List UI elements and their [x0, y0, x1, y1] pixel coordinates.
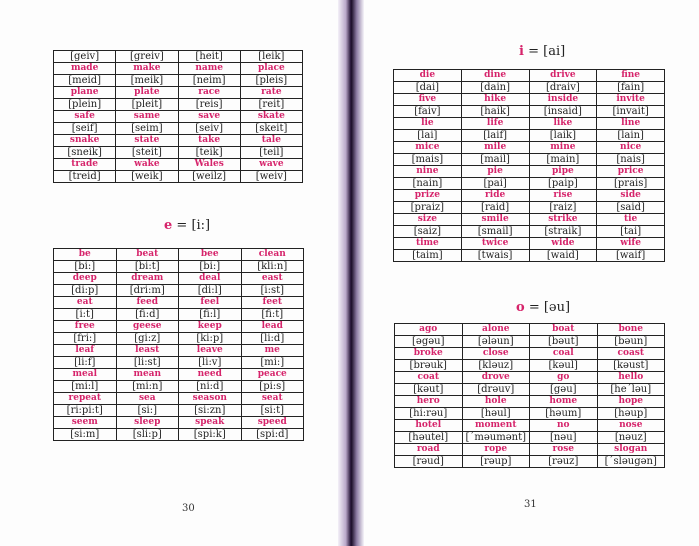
- transcription-cell: [main]: [529, 154, 597, 166]
- transcription-row: [54, 309, 304, 321]
- word-cell: broke: [395, 348, 463, 360]
- word-row: [395, 420, 665, 432]
- transcription-cell: [drəuv]: [462, 384, 530, 396]
- transcription-cell: [li:v]: [179, 357, 242, 369]
- word-cell: rate: [240, 87, 302, 99]
- word-cell: drive: [529, 70, 597, 82]
- transcription-cell: [spi:k]: [179, 429, 242, 441]
- transcription-row: [54, 99, 303, 111]
- transcription-cell: [insaid]: [529, 106, 597, 118]
- page-number-right: 31: [524, 499, 537, 510]
- word-cell: sleep: [116, 417, 179, 429]
- transcription-cell: [bi:]: [54, 261, 117, 273]
- word-cell: lead: [241, 321, 304, 333]
- word-row: [54, 393, 304, 405]
- word-row: [54, 321, 304, 333]
- word-cell: boat: [530, 324, 598, 336]
- word-cell: side: [597, 190, 665, 202]
- transcription-cell: [fi:t]: [241, 309, 304, 321]
- transcription-cell: [teil]: [240, 147, 302, 159]
- word-cell: dream: [116, 273, 179, 285]
- transcription-row: [395, 384, 665, 396]
- word-cell: repeat: [54, 393, 117, 405]
- transcription-cell: [dain]: [461, 82, 529, 94]
- word-cell: need: [179, 369, 242, 381]
- transcription-cell: [ni:d]: [179, 381, 242, 393]
- word-cell: tale: [240, 135, 302, 147]
- word-cell: name: [178, 63, 240, 75]
- word-cell: feed: [116, 297, 179, 309]
- word-cell: lie: [394, 118, 462, 130]
- transcription-cell: [lai]: [394, 130, 462, 142]
- word-cell: nine: [394, 166, 462, 178]
- transcription-cell: [raiz]: [529, 202, 597, 214]
- word-cell: same: [116, 111, 178, 123]
- transcription-cell: [mail]: [461, 154, 529, 166]
- word-row: [54, 297, 304, 309]
- transcription-cell: [waid]: [529, 250, 597, 262]
- word-cell: snake: [54, 135, 116, 147]
- transcription-cell: [twais]: [461, 250, 529, 262]
- table-o-words: [394, 323, 665, 468]
- word-cell: coal: [530, 348, 598, 360]
- word-cell: mean: [116, 369, 179, 381]
- transcription-cell: [pi:s]: [241, 381, 304, 393]
- word-cell: race: [178, 87, 240, 99]
- transcription-cell: [reit]: [240, 99, 302, 111]
- transcription-cell: [waif]: [597, 250, 665, 262]
- transcription-cell: [ələun]: [462, 336, 530, 348]
- transcription-cell: [meik]: [116, 75, 178, 87]
- transcription-cell: [smail]: [461, 226, 529, 238]
- word-cell: deep: [54, 273, 117, 285]
- transcription-cell: [said]: [597, 202, 665, 214]
- transcription-cell: [mi:]: [241, 357, 304, 369]
- transcription-cell: [dai]: [394, 82, 462, 94]
- transcription-cell: [həum]: [530, 408, 598, 420]
- word-cell: leaf: [54, 345, 117, 357]
- word-cell: rope: [462, 444, 530, 456]
- transcription-cell: [i:t]: [54, 309, 117, 321]
- word-cell: plate: [116, 87, 178, 99]
- word-cell: inside: [529, 94, 597, 106]
- transcription-cell: [li:f]: [54, 357, 117, 369]
- transcription-cell: [teik]: [178, 147, 240, 159]
- word-cell: feel: [179, 297, 242, 309]
- word-cell: wife: [597, 238, 665, 250]
- transcription-cell: [mais]: [394, 154, 462, 166]
- left-page: [0, 0, 344, 546]
- transcription-cell: [faiv]: [394, 106, 462, 118]
- transcription-row: [54, 333, 304, 345]
- transcription-cell: [fi:l]: [179, 309, 242, 321]
- word-row: [54, 159, 303, 171]
- transcription-cell: [raid]: [461, 202, 529, 214]
- transcription-row: [395, 360, 665, 372]
- transcription-cell: [bəut]: [530, 336, 598, 348]
- transcription-cell: [rəud]: [395, 456, 463, 468]
- word-cell: seem: [54, 417, 117, 429]
- word-cell: close: [462, 348, 530, 360]
- transcription-cell: [´sləugən]: [597, 456, 665, 468]
- transcription-cell: [mi:l]: [54, 381, 117, 393]
- transcription-cell: [si:]: [116, 405, 179, 417]
- transcription-cell: [taim]: [394, 250, 462, 262]
- transcription-row: [54, 381, 304, 393]
- word-cell: hero: [395, 396, 463, 408]
- transcription-cell: [di:p]: [54, 285, 117, 297]
- transcription-cell: [dri:m]: [116, 285, 179, 297]
- transcription-cell: [neim]: [178, 75, 240, 87]
- transcription-cell: [nais]: [597, 154, 665, 166]
- transcription-cell: [treid]: [54, 171, 116, 183]
- word-cell: invite: [597, 94, 665, 106]
- word-cell: ago: [395, 324, 463, 336]
- word-cell: feet: [241, 297, 304, 309]
- word-cell: no: [530, 420, 598, 432]
- transcription-cell: [geiv]: [54, 51, 116, 63]
- transcription-cell: [əgəu]: [395, 336, 463, 348]
- transcription-cell: [paip]: [529, 178, 597, 190]
- transcription-row: [394, 154, 665, 166]
- transcription-cell: [kəut]: [395, 384, 463, 396]
- heading-e-transcription: = [i:]: [176, 218, 211, 233]
- word-cell: pie: [461, 166, 529, 178]
- word-row: [395, 372, 665, 384]
- transcription-cell: [i:st]: [241, 285, 304, 297]
- word-cell: time: [394, 238, 462, 250]
- word-cell: deal: [179, 273, 242, 285]
- word-row: [394, 166, 665, 178]
- word-cell: mine: [529, 142, 597, 154]
- word-cell: peace: [241, 369, 304, 381]
- word-cell: bee: [179, 249, 242, 261]
- transcription-cell: [rəup]: [462, 456, 530, 468]
- transcription-row: [394, 226, 665, 238]
- transcription-row: [394, 250, 665, 262]
- transcription-row: [54, 51, 303, 63]
- word-row: [54, 249, 304, 261]
- word-row: [54, 345, 304, 357]
- word-cell: speak: [179, 417, 242, 429]
- word-cell: keep: [179, 321, 242, 333]
- word-cell: smile: [461, 214, 529, 226]
- word-cell: hello: [597, 372, 665, 384]
- word-cell: coat: [395, 372, 463, 384]
- transcription-cell: [weilz]: [178, 171, 240, 183]
- book-spine: [338, 0, 364, 546]
- transcription-cell: [pai]: [461, 178, 529, 190]
- word-row: [395, 396, 665, 408]
- transcription-cell: [həup]: [597, 408, 665, 420]
- transcription-row: [395, 456, 665, 468]
- word-cell: price: [597, 166, 665, 178]
- word-cell: made: [54, 63, 116, 75]
- transcription-row: [394, 202, 665, 214]
- word-cell: clean: [241, 249, 304, 261]
- word-row: [395, 348, 665, 360]
- word-row: [54, 135, 303, 147]
- transcription-cell: [fain]: [597, 82, 665, 94]
- transcription-cell: [skeit]: [240, 123, 302, 135]
- transcription-row: [54, 405, 304, 417]
- word-cell: Wales: [178, 159, 240, 171]
- transcription-cell: [laif]: [461, 130, 529, 142]
- transcription-cell: [kəust]: [597, 360, 665, 372]
- transcription-cell: [bəun]: [597, 336, 665, 348]
- transcription-cell: [laik]: [529, 130, 597, 142]
- transcription-cell: [seiv]: [178, 123, 240, 135]
- transcription-cell: [kləuz]: [462, 360, 530, 372]
- transcription-cell: [´məumənt]: [462, 432, 530, 444]
- transcription-cell: [li:st]: [116, 357, 179, 369]
- word-cell: road: [395, 444, 463, 456]
- word-cell: make: [116, 63, 178, 75]
- transcription-cell: [saiz]: [394, 226, 462, 238]
- transcription-cell: [tai]: [597, 226, 665, 238]
- transcription-cell: [həutel]: [395, 432, 463, 444]
- transcription-row: [395, 408, 665, 420]
- transcription-cell: [plein]: [54, 99, 116, 111]
- word-cell: mice: [394, 142, 462, 154]
- heading-i: [519, 44, 565, 59]
- transcription-cell: [li:d]: [241, 333, 304, 345]
- transcription-cell: [lain]: [597, 130, 665, 142]
- word-row: [395, 324, 665, 336]
- transcription-cell: [invait]: [597, 106, 665, 118]
- word-cell: safe: [54, 111, 116, 123]
- word-cell: life: [461, 118, 529, 130]
- transcription-cell: [greiv]: [116, 51, 178, 63]
- word-cell: home: [530, 396, 598, 408]
- word-cell: wide: [529, 238, 597, 250]
- word-row: [394, 70, 665, 82]
- word-cell: skate: [240, 111, 302, 123]
- transcription-row: [54, 171, 303, 183]
- table-i-words: [393, 69, 665, 262]
- word-cell: sea: [116, 393, 179, 405]
- transcription-row: [395, 432, 665, 444]
- transcription-row: [54, 285, 304, 297]
- word-cell: fine: [597, 70, 665, 82]
- transcription-row: [54, 75, 303, 87]
- transcription-row: [394, 178, 665, 190]
- word-row: [395, 444, 665, 456]
- transcription-row: [54, 261, 304, 273]
- transcription-cell: [si:zn]: [179, 405, 242, 417]
- transcription-cell: [hi:rəu]: [395, 408, 463, 420]
- transcription-cell: [weik]: [116, 171, 178, 183]
- word-cell: size: [394, 214, 462, 226]
- transcription-cell: [haik]: [461, 106, 529, 118]
- word-cell: wave: [240, 159, 302, 171]
- word-cell: season: [179, 393, 242, 405]
- word-cell: dine: [461, 70, 529, 82]
- transcription-cell: [seim]: [116, 123, 178, 135]
- transcription-cell: [kəul]: [530, 360, 598, 372]
- transcription-cell: [di:l]: [179, 285, 242, 297]
- word-cell: beat: [116, 249, 179, 261]
- transcription-cell: [brəuk]: [395, 360, 463, 372]
- word-row: [54, 369, 304, 381]
- word-cell: plane: [54, 87, 116, 99]
- transcription-cell: [prais]: [597, 178, 665, 190]
- transcription-cell: [sli:p]: [116, 429, 179, 441]
- word-cell: eat: [54, 297, 117, 309]
- word-cell: moment: [462, 420, 530, 432]
- transcription-cell: [seif]: [54, 123, 116, 135]
- word-cell: bone: [597, 324, 665, 336]
- transcription-cell: [straik]: [529, 226, 597, 238]
- transcription-cell: [mi:n]: [116, 381, 179, 393]
- transcription-cell: [draiv]: [529, 82, 597, 94]
- word-cell: nose: [597, 420, 665, 432]
- transcription-cell: [fri:]: [54, 333, 117, 345]
- word-row: [394, 118, 665, 130]
- heading-i-transcription: = [ai]: [528, 44, 566, 59]
- transcription-cell: [pleis]: [240, 75, 302, 87]
- transcription-row: [395, 336, 665, 348]
- word-cell: hike: [461, 94, 529, 106]
- word-cell: rise: [529, 190, 597, 202]
- word-cell: coast: [597, 348, 665, 360]
- word-cell: line: [597, 118, 665, 130]
- word-row: [394, 190, 665, 202]
- word-cell: save: [178, 111, 240, 123]
- transcription-cell: [gəu]: [530, 384, 598, 396]
- word-cell: twice: [461, 238, 529, 250]
- transcription-cell: [reis]: [178, 99, 240, 111]
- transcription-cell: [həul]: [462, 408, 530, 420]
- word-cell: place: [240, 63, 302, 75]
- word-cell: tie: [597, 214, 665, 226]
- transcription-cell: [ki:p]: [179, 333, 242, 345]
- transcription-row: [394, 130, 665, 142]
- word-cell: like: [529, 118, 597, 130]
- word-cell: nice: [597, 142, 665, 154]
- transcription-cell: [kli:n]: [241, 261, 304, 273]
- transcription-row: [54, 123, 303, 135]
- word-cell: take: [178, 135, 240, 147]
- transcription-row: [54, 147, 303, 159]
- transcription-cell: [praiz]: [394, 202, 462, 214]
- transcription-cell: [fi:d]: [116, 309, 179, 321]
- transcription-cell: [gi:z]: [116, 333, 179, 345]
- transcription-row: [394, 82, 665, 94]
- word-row: [394, 94, 665, 106]
- word-cell: prize: [394, 190, 462, 202]
- table-a-words: [53, 50, 303, 183]
- word-row: [394, 142, 665, 154]
- transcription-cell: [si:t]: [241, 405, 304, 417]
- heading-e-letter: e: [164, 218, 173, 233]
- transcription-row: [394, 106, 665, 118]
- transcription-cell: [nəuz]: [597, 432, 665, 444]
- word-cell: state: [116, 135, 178, 147]
- word-row: [54, 111, 303, 123]
- word-cell: trade: [54, 159, 116, 171]
- heading-i-letter: i: [519, 44, 524, 59]
- word-cell: drove: [462, 372, 530, 384]
- word-cell: hotel: [395, 420, 463, 432]
- word-cell: geese: [116, 321, 179, 333]
- word-cell: five: [394, 94, 462, 106]
- transcription-cell: [steit]: [116, 147, 178, 159]
- word-cell: seat: [241, 393, 304, 405]
- word-row: [54, 417, 304, 429]
- word-cell: free: [54, 321, 117, 333]
- transcription-cell: [rəuz]: [530, 456, 598, 468]
- word-cell: alone: [462, 324, 530, 336]
- word-cell: speed: [241, 417, 304, 429]
- heading-o-letter: o: [516, 300, 525, 315]
- transcription-cell: [ri:pi:t]: [54, 405, 117, 417]
- word-cell: strike: [529, 214, 597, 226]
- transcription-cell: [nəu]: [530, 432, 598, 444]
- transcription-cell: [bi:]: [179, 261, 242, 273]
- transcription-cell: [sneik]: [54, 147, 116, 159]
- word-row: [394, 238, 665, 250]
- heading-o-transcription: = [əu]: [528, 300, 571, 315]
- word-row: [394, 214, 665, 226]
- page-number-left: 30: [182, 503, 195, 514]
- word-cell: rose: [530, 444, 598, 456]
- transcription-cell: [weiv]: [240, 171, 302, 183]
- word-cell: hole: [462, 396, 530, 408]
- word-row: [54, 87, 303, 99]
- word-cell: mile: [461, 142, 529, 154]
- word-cell: wake: [116, 159, 178, 171]
- word-cell: be: [54, 249, 117, 261]
- heading-o: [516, 300, 570, 315]
- right-page: [356, 0, 699, 546]
- word-cell: hope: [597, 396, 665, 408]
- transcription-cell: [heit]: [178, 51, 240, 63]
- word-row: [54, 63, 303, 75]
- word-cell: ride: [461, 190, 529, 202]
- word-cell: die: [394, 70, 462, 82]
- word-row: [54, 273, 304, 285]
- word-cell: meal: [54, 369, 117, 381]
- word-cell: least: [116, 345, 179, 357]
- transcription-cell: [bi:t]: [116, 261, 179, 273]
- transcription-cell: [si:m]: [54, 429, 117, 441]
- word-cell: east: [241, 273, 304, 285]
- word-cell: go: [530, 372, 598, 384]
- heading-e: [164, 218, 210, 233]
- transcription-cell: [nain]: [394, 178, 462, 190]
- transcription-cell: [spi:d]: [241, 429, 304, 441]
- transcription-cell: [leik]: [240, 51, 302, 63]
- transcription-cell: [pleit]: [116, 99, 178, 111]
- word-cell: pipe: [529, 166, 597, 178]
- transcription-row: [54, 429, 304, 441]
- word-cell: me: [241, 345, 304, 357]
- transcription-row: [54, 357, 304, 369]
- transcription-cell: [he´ləu]: [597, 384, 665, 396]
- transcription-cell: [meid]: [54, 75, 116, 87]
- word-cell: slogan: [597, 444, 665, 456]
- word-cell: leave: [179, 345, 242, 357]
- table-e-words: [53, 248, 304, 441]
